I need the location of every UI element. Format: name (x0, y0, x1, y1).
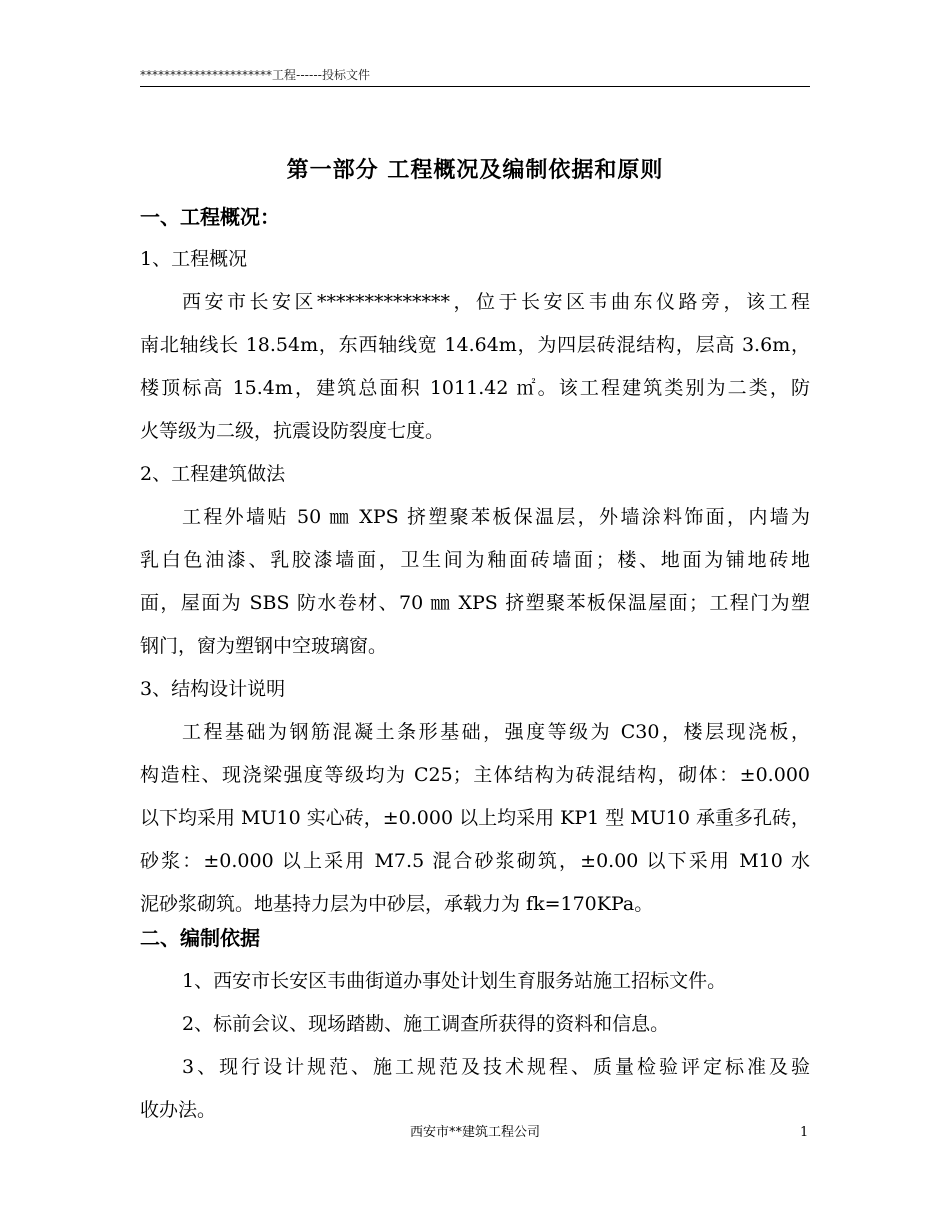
page-header: **********************工程------投标文件 (140, 68, 370, 82)
basis-item: 2、标前会议、现场踏勘、施工调查所获得的资料和信息。 (182, 1013, 670, 1035)
paragraph-line: 火等级为二级，抗震设防裂度七度。 (140, 420, 445, 442)
paragraph-line: 工程外墙贴 50 ㎜ XPS 挤塑聚苯板保温层，外墙涂料饰面，内墙为 (182, 506, 810, 528)
header-rule (140, 86, 810, 87)
paragraph-line: 泥砂浆砌筑。地基持力层为中砂层，承载力为 fk=170KPa。 (140, 893, 654, 915)
paragraph-line: 面，屋面为 SBS 防水卷材、70 ㎜ XPS 挤塑聚苯板保温屋面；工程门为塑 (140, 592, 810, 614)
page-title: 第一部分 工程概况及编制依据和原则 (286, 158, 664, 183)
paragraph-line: 构造柱、现浇梁强度等级均为 C25；主体结构为砖混结构，砌体：±0.000 (140, 764, 810, 786)
footer-company: 西安市**建筑工程公司 (409, 1125, 540, 1140)
paragraph-line: 钢门，窗为塑钢中空玻璃窗。 (140, 635, 388, 657)
paragraph-line: 以下均采用 MU10 实心砖，±0.000 以上均采用 KP1 型 MU10 承重多孔砖， (140, 807, 810, 829)
subheading-project-overview: 1、工程概况 (140, 248, 248, 270)
section-heading-overview: 一、工程概况： (140, 205, 280, 229)
page-number: 1 (800, 1125, 809, 1140)
paragraph-line: 南北轴线长 18.54m，东西轴线宽 14.64m，为四层砖混结构，层高 3.6m， (140, 334, 810, 356)
paragraph-line: 乳白色油漆、乳胶漆墙面，卫生间为釉面砖墙面；楼、地面为铺地砖地 (140, 549, 810, 571)
paragraph-line: 工程基础为钢筋混凝土条形基础，强度等级为 C30，楼层现浇板， (182, 721, 810, 743)
paragraph-line: 楼顶标高 15.4m，建筑总面积 1011.42 ㎡。该工程建筑类别为二类，防 (140, 377, 810, 399)
basis-item: 3、现行设计规范、施工规范及技术规程、质量检验评定标准及验 (182, 1056, 810, 1078)
paragraph-line: 西安市长安区**************，位于长安区韦曲东仪路旁，该工程 (182, 291, 810, 313)
basis-item: 1、西安市长安区韦曲街道办事处计划生育服务站施工招标文件。 (182, 970, 727, 992)
basis-item-continuation: 收办法。 (140, 1099, 217, 1121)
subheading-architecture: 2、工程建筑做法 (140, 463, 286, 485)
section-heading-basis: 二、编制依据 (140, 926, 260, 950)
subheading-structure: 3、结构设计说明 (140, 678, 286, 700)
paragraph-line: 砂浆：±0.000 以上采用 M7.5 混合砂浆砌筑，±0.00 以下采用 M10 水 (140, 850, 810, 872)
